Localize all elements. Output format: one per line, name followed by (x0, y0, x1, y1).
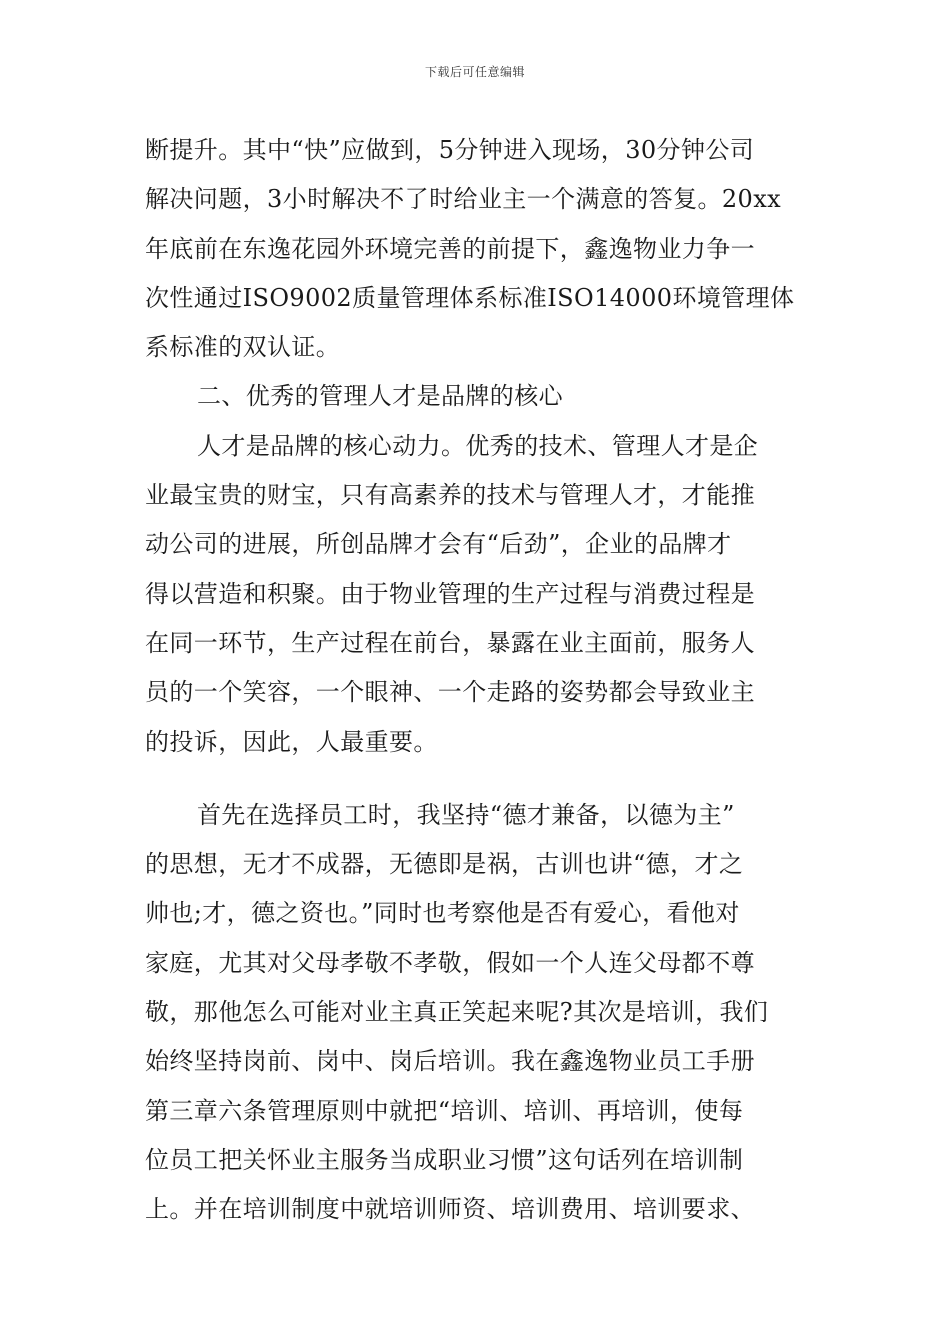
text-line: 帅也;才，德之资也。”同时也考察他是否有爱心，看他对 (145, 899, 740, 928)
document-body (145, 130, 815, 1239)
text-line: 次性通过ISO9002质量管理体系标准ISO14000环境管理体 (145, 283, 795, 312)
text-line: 断提升。其中“快”应做到，5分钟进入现场，30分钟公司 (145, 136, 755, 164)
paragraph-continuation (145, 130, 815, 376)
text-line: 第三章六条管理原则中就把“培训、培训、再培训，使每 (145, 1096, 744, 1125)
text-line: 位员工把关怀业主服务当成职业习惯”这句话列在培训制 (145, 1145, 744, 1174)
paragraph-gap (145, 771, 815, 795)
text-line: 人才是品牌的核心动力。优秀的技术、管理人才是企 (197, 431, 759, 460)
heading-line: 二、优秀的管理人才是品牌的核心 (197, 382, 563, 411)
text-line: 上。并在培训制度中就培训师资、培训费用、培训要求、 (145, 1195, 755, 1224)
text-line: 解决问题，3小时解决不了时给业主一个满意的答复。20xx (145, 185, 782, 214)
paragraph-selection-training (145, 795, 815, 1239)
text-line: 首先在选择员工时，我坚持“德才兼备，以德为主” (197, 800, 735, 829)
text-line: 的思想，无才不成器，无德即是祸，古训也讲“德，才之 (145, 850, 744, 879)
section-heading (145, 376, 815, 425)
paragraph-talent (145, 426, 815, 771)
text-line: 始终坚持岗前、岗中、岗后培训。我在鑫逸物业员工手册 (145, 1047, 755, 1076)
text-line: 敬，那他怎么可能对业主真正笑起来呢?其次是培训，我们 (145, 998, 769, 1027)
text-line: 员的一个笑容，一个眼神、一个走路的姿势都会导致业主 (145, 678, 755, 707)
text-line: 在同一环节，生产过程在前台，暴露在业主面前，服务人 (145, 628, 755, 657)
text-line: 系标准的双认证。 (145, 333, 341, 362)
text-line: 得以营造和积聚。由于物业管理的生产过程与消费过程是 (145, 579, 755, 608)
page-header: 下载后可任意编辑 (424, 65, 525, 79)
text-line: 业最宝贵的财宝，只有高素养的技术与管理人才，才能推 (145, 481, 755, 510)
text-line: 动公司的进展，所创品牌才会有“后劲”，企业的品牌才 (145, 530, 732, 559)
text-line: 年底前在东逸花园外环境完善的前提下，鑫逸物业力争一 (145, 234, 755, 263)
text-line: 的投诉，因此，人最重要。 (145, 727, 438, 756)
text-line: 家庭，尤其对父母孝敬不孝敬，假如一个人连父母都不尊 (145, 948, 755, 977)
